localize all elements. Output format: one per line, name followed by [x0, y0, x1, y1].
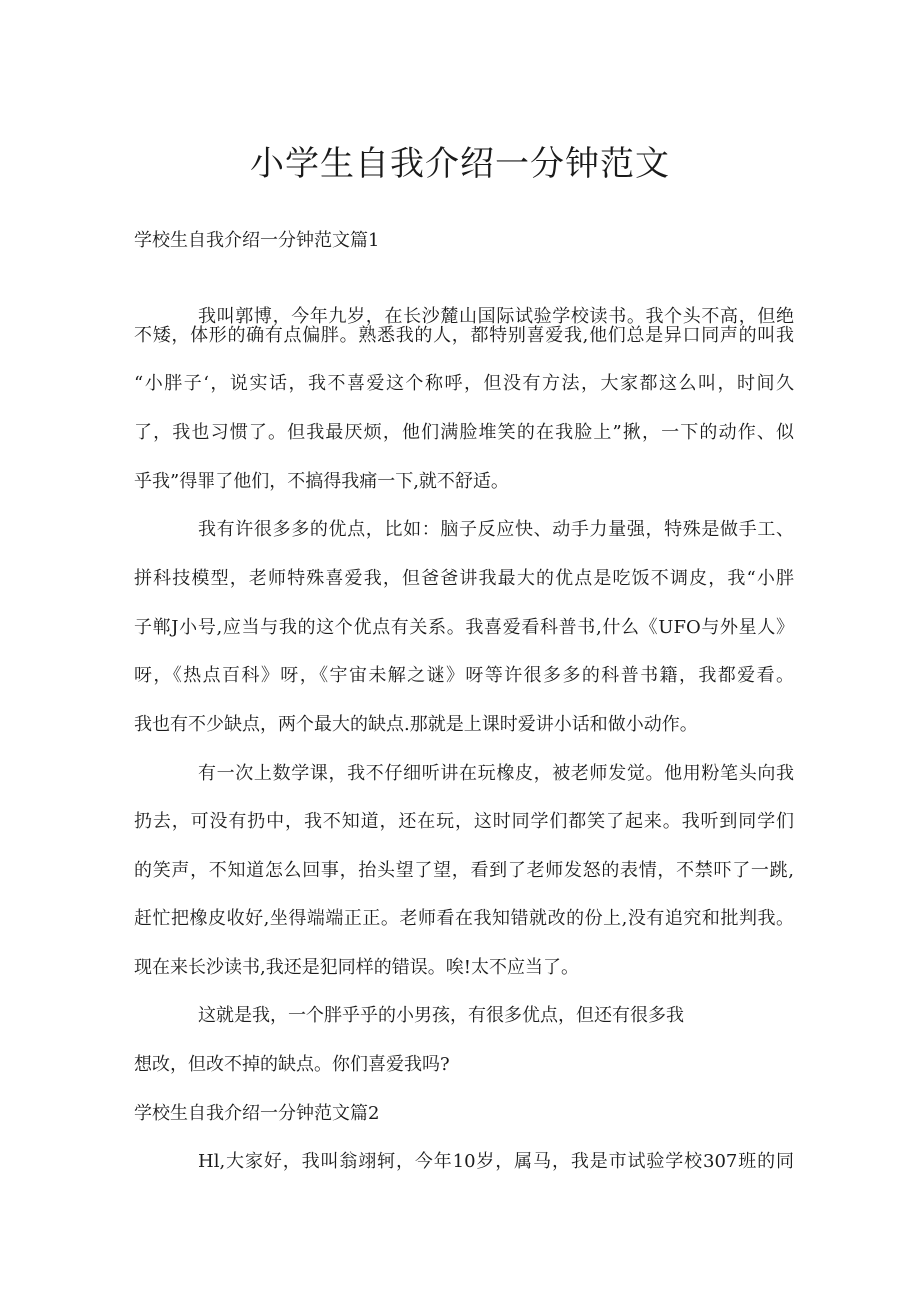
paragraph-line: 子郸J小号,应当与我的这个优点有关系。我喜爱看科普书,什么《UFO与外星人》: [134, 617, 794, 638]
paragraph-line: 我有许很多多的优点，比如：脑子反应快、动手力量强，特殊是做手工、: [198, 519, 794, 540]
paragraph-line: 想改，但改不掉的缺点。你们喜爱我吗?: [134, 1054, 450, 1075]
paragraph-line: 我叫郭博，今年九岁，在长沙麓山国际试验学校读书。我个头不高，但绝: [198, 306, 794, 327]
section-heading-1: 学校生自我介绍一分钟范文篇1: [134, 230, 380, 251]
paragraph-line: Hl,大家好，我叫翁翊轲，今年10岁，属马，我是市试验学校307班的同: [198, 1151, 794, 1172]
paragraph-line: 拼科技模型，老师特殊喜爱我，但爸爸讲我最大的优点是吃饭不调皮，我“小胖: [134, 568, 794, 589]
paragraph-line: 乎我”得罪了他们，不搞得我痛一下,就不舒适。: [134, 471, 509, 492]
paragraph-line: 扔去，可没有扔中，我不知道，还在玩，这时同学们都笑了起来。我听到同学们: [134, 811, 794, 832]
paragraph-line: 这就是我，一个胖乎乎的小男孩，有很多优点，但还有很多我: [198, 1005, 684, 1026]
paragraph-line: 不矮，体形的确有点偏胖。熟悉我的人，都特别喜爱我,他们总是异口同声的叫我: [134, 325, 794, 346]
section-heading-2: 学校生自我介绍一分钟范文篇2: [134, 1103, 380, 1124]
paragraph-line: “小胖子‘，说实话，我不喜爱这个称呼，但没有方法，大家都这么叫，时间久: [134, 373, 794, 394]
paragraph-line: 有一次上数学课，我不仔细听讲在玩橡皮，被老师发觉。他用粉笔头向我: [198, 763, 794, 784]
paragraph-line: 的笑声，不知道怎么回事，抬头望了望，看到了老师发怒的表情，不禁吓了一跳,: [134, 860, 794, 881]
paragraph-line: 了，我也习惯了。但我最厌烦，他们满脸堆笑的在我脸上”揪，一下的动作、似: [134, 422, 794, 443]
paragraph-line: 呀，《热点百科》呀，《宇宙未解之谜》呀等许很多多的科普书籍，我都爱看。: [134, 665, 794, 686]
paragraph-line: 我也有不少缺点，两个最大的缺点.那就是上课时爱讲小话和做小动作。: [134, 714, 698, 735]
paragraph-line: 赶忙把橡皮收好,坐得端端正正。老师看在我知错就改的份上,没有追究和批判我。: [134, 908, 794, 929]
paragraph-line: 现在来长沙读书,我还是犯同样的错误。唉!太不应当了。: [134, 957, 579, 978]
document-title: 小学生自我介绍一分钟范文: [250, 144, 670, 184]
